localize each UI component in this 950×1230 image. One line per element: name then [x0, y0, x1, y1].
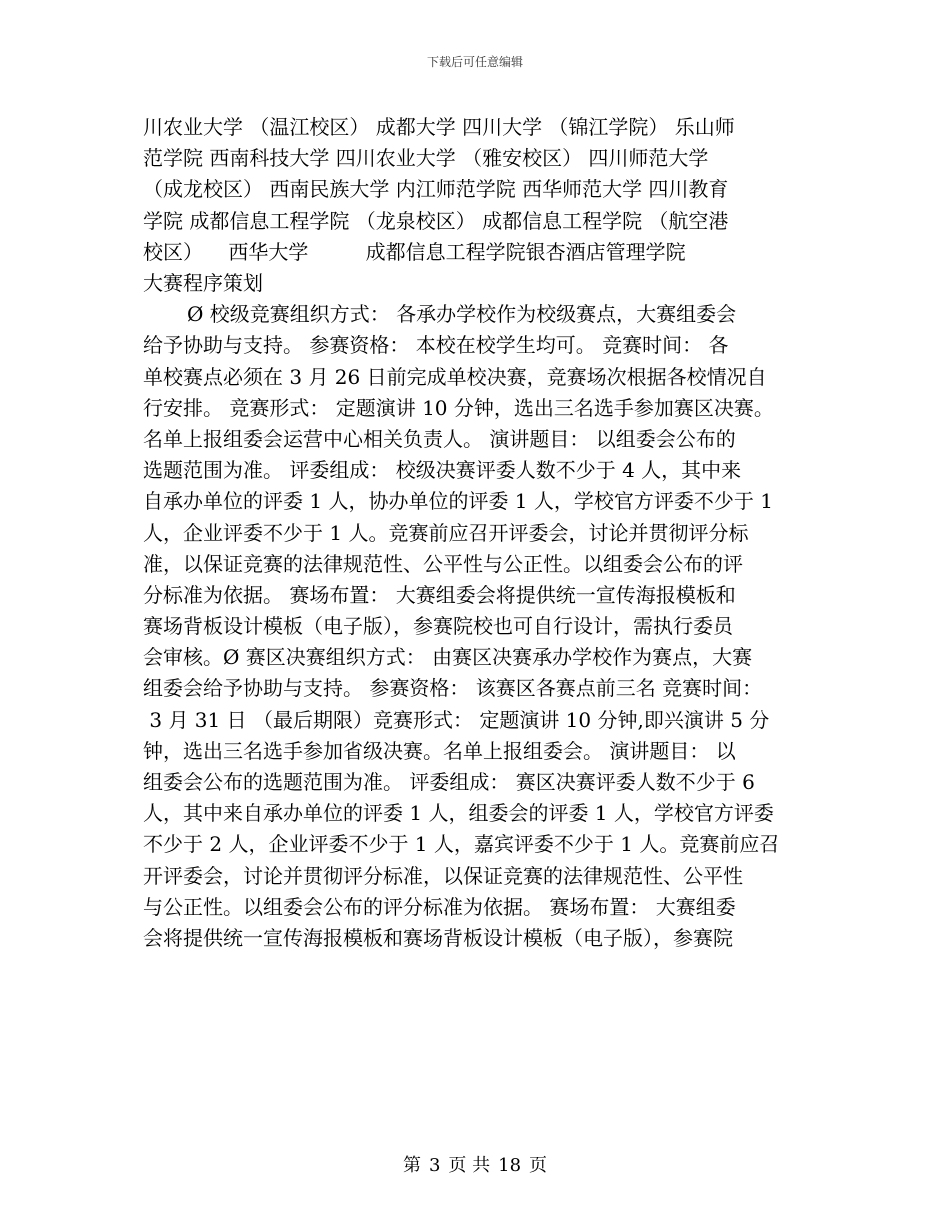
text-line: 选题范围为准。 评委组成： 校级决赛评委人数不少于 4 人，其中来: [143, 458, 742, 483]
text-line: 3 月 31 日 （最后期限）竞赛形式： 定题演讲 10 分钟,即兴演讲 5 分: [143, 707, 770, 732]
text-line: 准，以保证竞赛的法律规范性、公平性与公正性。以组委会公布的评: [143, 551, 743, 576]
text-line: 钟，选出三名选手参加省级决赛。名单上报组委会。 演讲题目： 以: [143, 738, 736, 763]
text-line: 组委会给予协助与支持。 参赛资格： 该赛区各赛点前三名 竞赛时间：: [143, 676, 763, 701]
text-line: 人，其中来自承办单位的评委 1 人，组委会的评委 1 人，学校官方评委: [143, 801, 774, 826]
text-line: 校区） 西华大学 成都信息工程学院银杏酒店管理学院: [143, 239, 686, 264]
document-body: [143, 112, 815, 954]
page-number-prefix: 第: [402, 1155, 421, 1176]
text-line: 名单上报组委会运营中心相关负责人。 演讲题目： 以组委会公布的: [143, 426, 736, 451]
page-header: 下载后可任意编辑: [426, 55, 523, 69]
section-heading: 大赛程序策划: [143, 271, 263, 296]
text-line: 单校赛点必须在 3 月 26 日前完成单校决赛，竞赛场次根据各校情况自: [143, 364, 767, 389]
text-line: 给予协助与支持。 参赛资格： 本校在校学生均可。 竞赛时间： 各: [143, 333, 729, 358]
text-line: 与公正性。以组委会公布的评分标准为依据。 赛场布置： 大赛组委: [143, 894, 736, 919]
page-footer: [0, 1155, 950, 1177]
text-line: Ø 校级竞赛组织方式： 各承办学校作为校级赛点，大赛组委会: [187, 302, 737, 327]
text-line: 组委会公布的选题范围为准。 评委组成： 赛区决赛评委人数不少于 6: [143, 770, 755, 795]
text-line: 不少于 2 人，企业评委不少于 1 人，嘉宾评委不少于 1 人。竞赛前应召: [143, 832, 780, 857]
page-number-suffix: 页: [529, 1155, 548, 1176]
page-number-total: 18: [498, 1155, 522, 1176]
page-number-middle: 页 共: [448, 1155, 491, 1176]
text-line: 学院 成都信息工程学院 （龙泉校区） 成都信息工程学院 （航空港: [143, 208, 729, 233]
text-line: 会审核。Ø 赛区决赛组织方式： 由赛区决赛承办学校作为赛点，大赛: [143, 645, 753, 670]
text-line: 开评委会，讨论并贯彻评分标准，以保证竞赛的法律规范性、公平性: [143, 863, 743, 888]
text-line: 行安排。 竞赛形式： 定题演讲 10 分钟，选出三名选手参加赛区决赛。: [143, 395, 774, 420]
text-line: 赛场背板设计模板（电子版），参赛院校也可自行设计，需执行委员: [143, 614, 733, 639]
text-line: 川农业大学 （温江校区） 成都大学 四川大学 （锦江学院） 乐山师: [143, 115, 735, 140]
text-line: 人，企业评委不少于 1 人。竞赛前应召开评委会，讨论并贯彻评分标: [143, 520, 749, 545]
text-line: 会将提供统一宣传海报模板和赛场背板设计模板（电子版），参赛院: [143, 925, 733, 950]
text-line: 分标准为依据。 赛场布置： 大赛组委会将提供统一宣传海报模板和: [143, 582, 736, 607]
text-line: 自承办单位的评委 1 人，协办单位的评委 1 人，学校官方评委不少于 1: [143, 489, 773, 514]
page-number-current: 3: [428, 1155, 441, 1176]
text-line: （成龙校区） 西南民族大学 内江师范学院 西华师范大学 四川教育: [143, 177, 729, 202]
text-line: 范学院 西南科技大学 四川农业大学 （雅安校区） 四川师范大学: [143, 146, 709, 171]
